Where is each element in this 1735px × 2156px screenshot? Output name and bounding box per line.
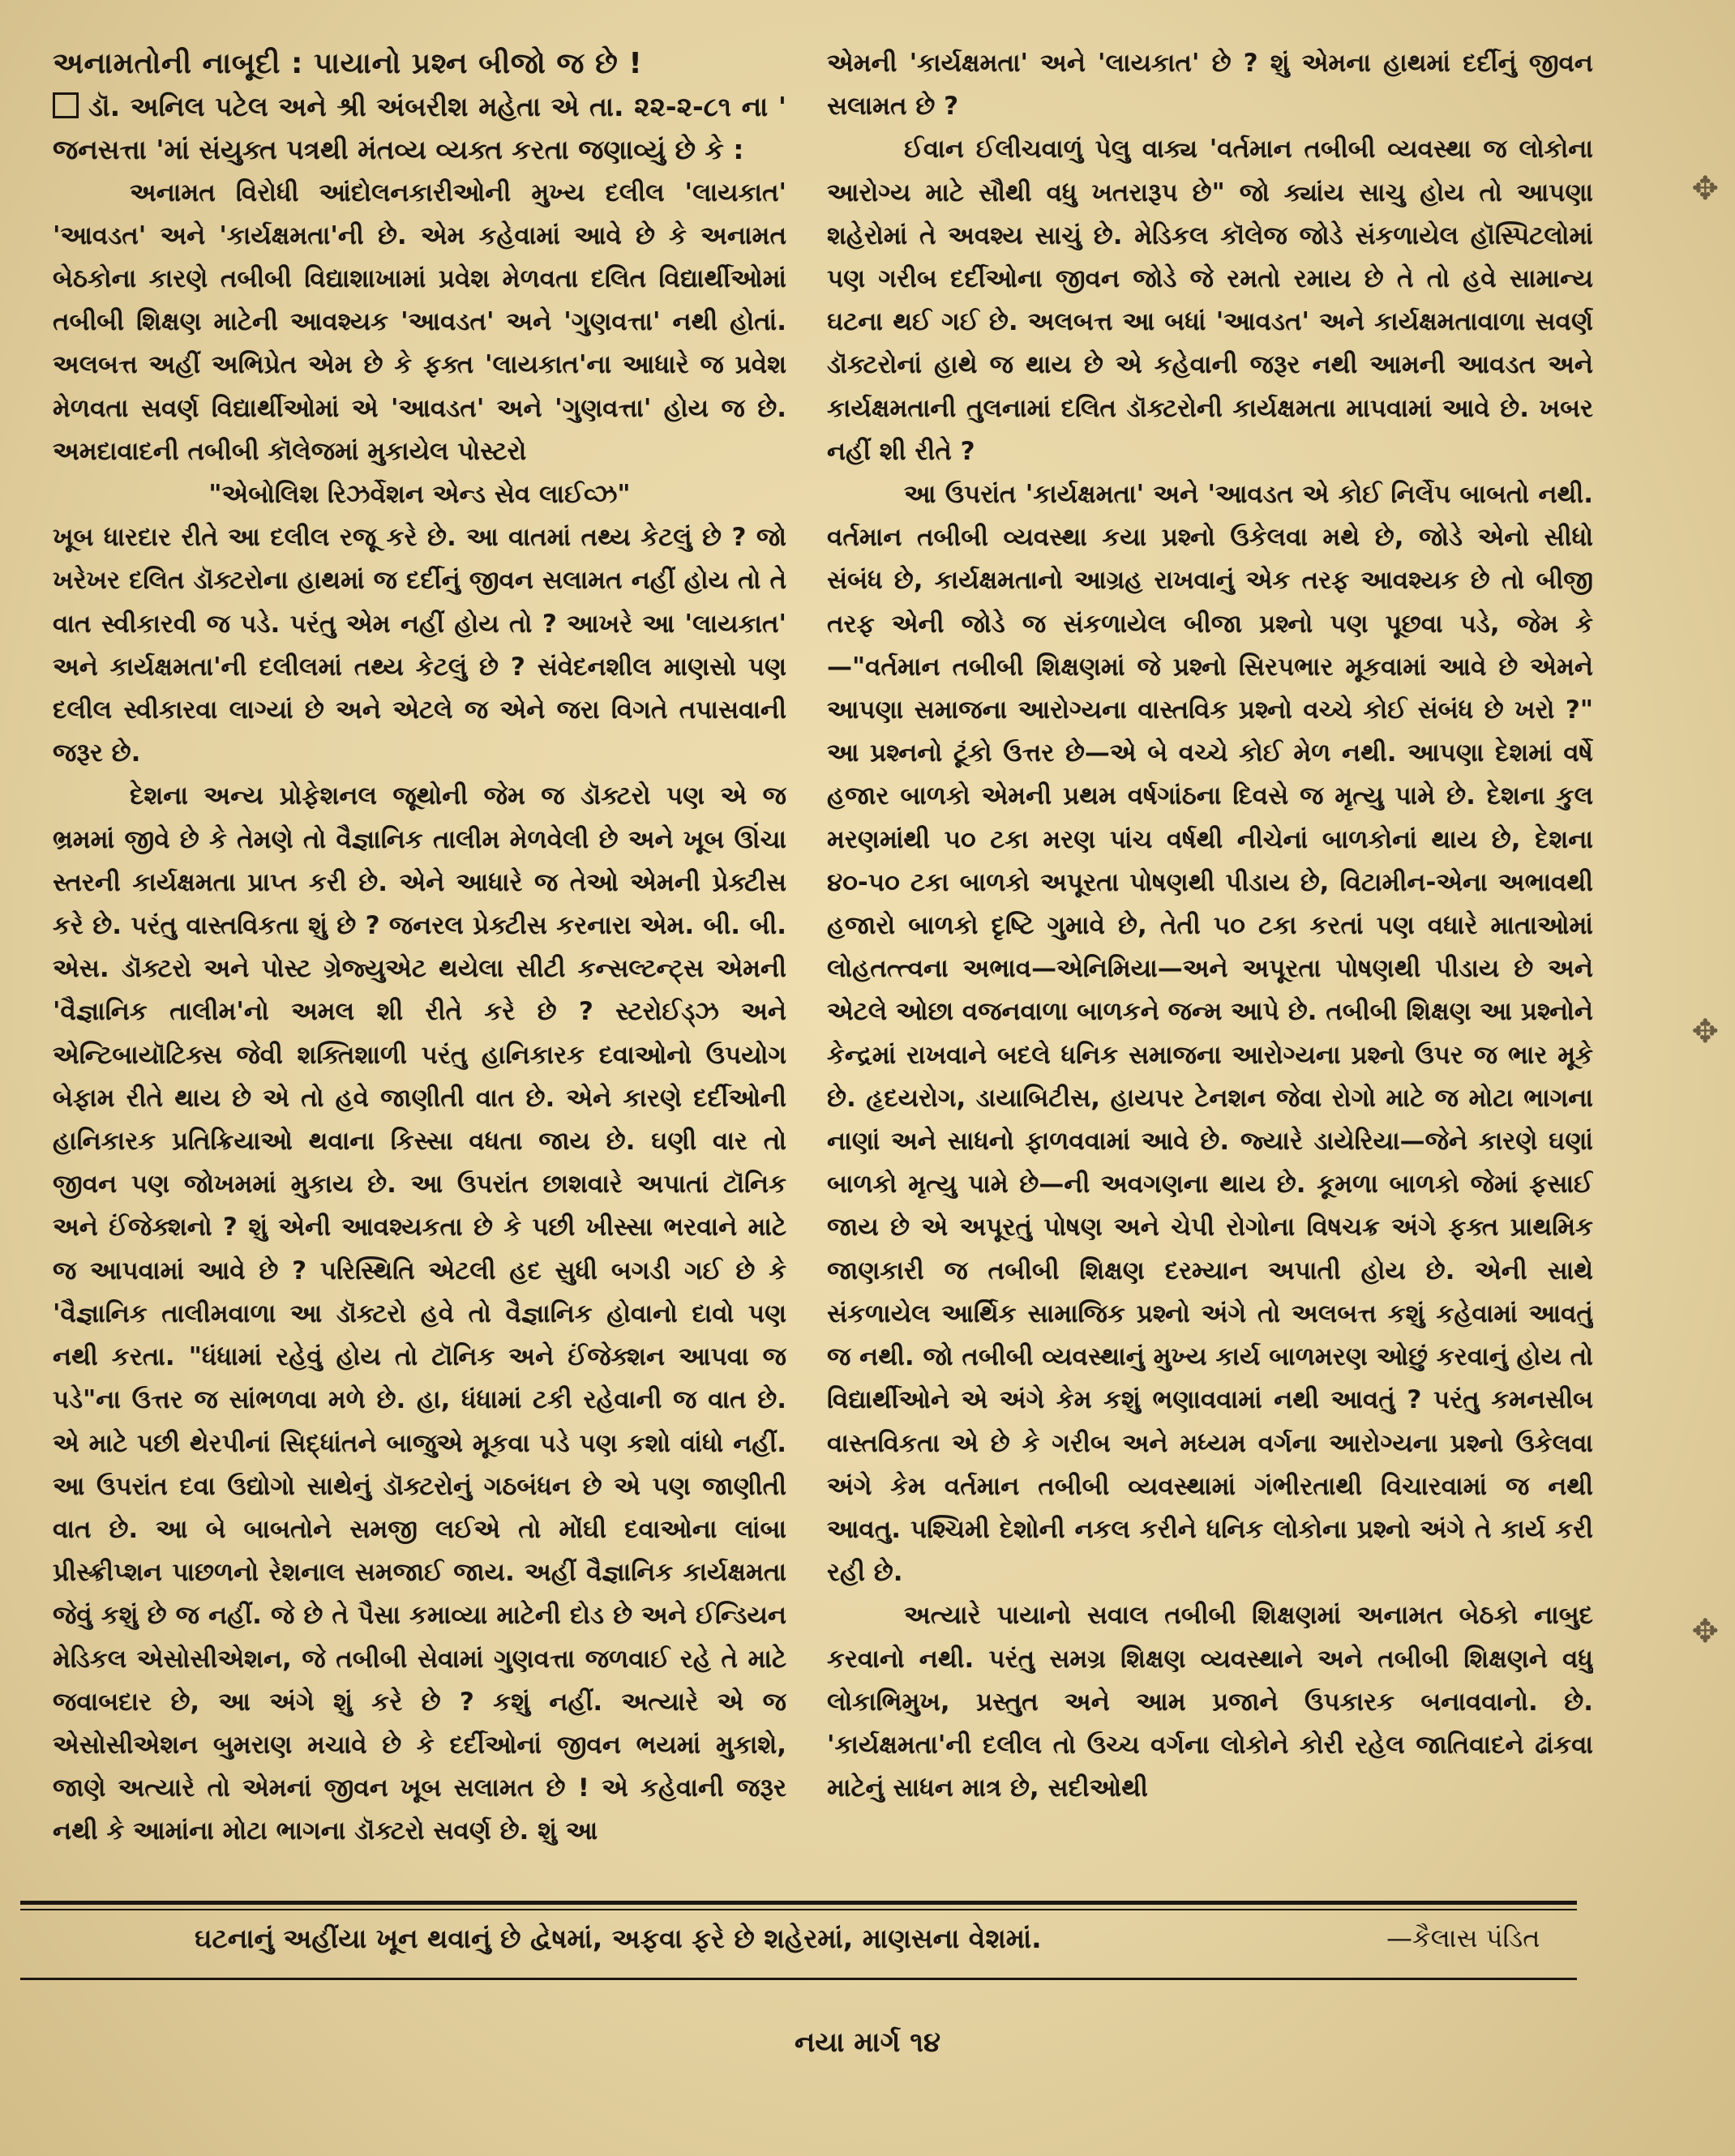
poem-author: —કૈલાસ પંડિત (1386, 1923, 1540, 1953)
left-paragraph-1: અનામત વિરોધી આંદોલનકારીઓની મુખ્ય દલીલ 'લાયકાત' 'આવડત' અને 'કાર્યક્ષમતા'ની છે. એમ કહેવામાં આવે છે કે અનામત બેઠકોના કારણે તબીબી વિદ્યાશાખામાં પ્રવેશ મેળવતા દલિત વિદ્યાર્થીઓમાં તબીબી શિક્ષણ માટેની આવશ્યક 'આવડત' અને 'ગુણવત્તા' નથી હોતાં. અલબત્ત અહીં અભિપ્રેત એમ છે કે ફક્ત 'લાયકાત'ના આધારે જ પ્રવેશ મેળવતા સવર્ણ વિદ્યાર્થીઓમાં એ 'આવડત' અને 'ગુણવત્તા' હોય જ છે. અમદાવાદની તબીબી કૉલેજમાં મુકાયેલ પોસ્ટરો (53, 178, 786, 466)
divider-thick (20, 1901, 1577, 1905)
square-bullet-icon (53, 92, 79, 118)
left-paragraph-2: ખૂબ ધારદાર રીતે આ દલીલ રજૂ કરે છે. આ વાતમાં તથ્ય કેટલું છે ? જો ખરેખર દલિત ડૉક્ટરોના હાથમાં જ દર્દીનું જીવન સલામત નહીં હોય તો તે વાત સ્વીકારવી જ પડે. પરંતુ એમ નહીં હોય તો ? આખરે આ 'લાયકાત' અને કાર્યક્ષમતા'ની દલીલમાં તથ્ય કેટલું છે ? સંવેદનશીલ માણસો પણ દલીલ સ્વીકારવા લાગ્યાં છે અને એટલે જ એને જરા વિગતે તપાસવાની જરૂર છે. (53, 523, 786, 768)
divider-thin (20, 1909, 1577, 1910)
margin-mark-icon: ✥ (1691, 1013, 1719, 1050)
poem-quote: ઘટનાનું અહીંયા ખૂન થવાનું છે દ્વેષમાં, અફવા ફરે છે શહેરમાં, માણસના વેશમાં. (195, 1923, 1042, 1954)
right-paragraph-3: આ ઉપરાંત 'કાર્યક્ષમતા' અને 'આવડત એ કોઈ નિર્લેપ બાબતો નથી. વર્તમાન તબીબી વ્યવસ્થા કયા પ્રશ્નો ઉકેલવા મથે છે, જોડે એનો સીધો સંબંધ છે, કાર્યક્ષમતાનો આગ્રહ રાખવાનું એક તરફ આવશ્યક છે તો બીજી તરફ એની જોડે જ સંકળાયેલ બીજા પ્રશ્નો પણ પૂછવા પડે, જેમ કે—"વર્તમાન તબીબી શિક્ષણમાં જે પ્રશ્નો સિરપભાર મૂકવામાં આવે છે એમને આપણા સમાજના આરોગ્યના વાસ્તવિક પ્રશ્નો વચ્ચે કોઈ સંબંધ છે ખરો ?" આ પ્રશ્નનો ટૂંકો ઉત્તર છે—એ બે વચ્ચે કોઈ મેળ નથી. આપણા દેશમાં વર્ષે હજાર બાળકો એમની પ્રથમ વર્ષગાંઠના દિવસે જ મૃત્યુ પામે છે. દેશના કુલ મરણમાંથી ૫૦ ટકા મરણ પાંચ વર્ષથી નીચેનાં બાળકોનાં થાય છે, દેશના ૪૦-૫૦ ટકા બાળકો અપૂરતા પોષણથી પીડાય છે, વિટામીન-એના અભાવથી હજારો બાળકો દૃષ્ટિ ગુમાવે છે, તેતી ૫૦ ટકા કરતાં પણ વધારે માતાઓમાં લોહતત્ત્વના અભાવ—એનિમિયા—અને અપૂરતા પોષણથી પીડાય છે અને એટલે ઓછા વજનવાળા બાળકને જન્મ આપે છે. તબીબી શિક્ષણ આ પ્રશ્નોને કેન્દ્રમાં રાખવાને બદલે ધનિક સમાજના આરોગ્યના પ્રશ્નો ઉપર જ ભાર મૂકે છે. હૃદયરોગ, ડાયાબિટીસ, હાયપર ટેનશન જેવા રોગો માટે જ મોટા ભાગના નાણાં અને સાધનો ફાળવવામાં આવે છે. જ્યારે ડાયેરિયા—જેને કારણે ઘણાં બાળકો મૃત્યુ પામે છે—ની અવગણના થાય છે. કૂમળા બાળકો જેમાં ફસાઈ જાય છે એ અપૂરતું પોષણ અને ચેપી રોગોના વિષચક્ર અંગે ફક્ત પ્રાથમિક જાણકારી જ તબીબી શિક્ષણ દરમ્યાન અપાતી હોય છે. એની સાથે સંકળાયેલ આર્થિક સામાજિક પ્રશ્નો અંગે તો અલબત્ત કશું કહેવામાં આવતું જ નથી. જો તબીબી વ્યવસ્થાનું મુખ્ય કાર્ય બાળમરણ ઓછું કરવાનું હોય તો વિદ્યાર્થીઓને એ અંગે કેમ કશું ભણાવવામાં નથી આવતું ? પરંતુ કમનસીબ વાસ્તવિકતા એ છે કે ગરીબ અને મધ્યમ વર્ગના આરોગ્યના પ્રશ્નો ઉકેલવા અંગે કેમ વર્તમાન તબીબી વ્યવસ્થામાં ગંભીરતાથી વિચારવામાં જ નથી આવતુ. પશ્ચિમી દેશોની નકલ કરીને ધનિક લોકોના પ્રશ્નો અંગે તે કાર્ય કરી રહી છે. (827, 480, 1593, 1588)
left-column (53, 42, 786, 1882)
margin-mark-icon: ✥ (1691, 170, 1719, 207)
right-paragraph-1: એમની 'કાર્યક્ષમતા' અને 'લાયકાત' છે ? શું એમના હાથમાં દર્દીનું જીવન સલામત છે ? (827, 49, 1593, 122)
article-title: અનામતોની નાબૂદી : પાયાનો પ્રશ્ન બીજો જ છે ! (53, 47, 643, 80)
divider-bottom (20, 1978, 1577, 1980)
right-column (827, 42, 1593, 1882)
byline-text: ડૉ. અનિલ પટેલ અને શ્રી અંબરીશ મહેતા એ તા. ૨૨-૨-૮૧ ના ' જનસત્તા 'માં સંયુક્ત પત્રથી મંતવ્ય વ્યક્ત કરતા જણાવ્યું છે કે : (53, 91, 786, 166)
left-paragraph-3: દેશના અન્ય પ્રોફેશનલ જૂથોની જેમ જ ડૉક્ટરો પણ એ જ ભ્રમમાં જીવે છે કે તેમણે તો વૈજ્ઞાનિક તાલીમ મેળવેલી છે અને ખૂબ ઊંચા સ્તરની કાર્યક્ષમતા પ્રાપ્ત કરી છે. એને આધારે જ તેઓ એમની પ્રેક્ટીસ કરે છે. પરંતુ વાસ્તવિકતા શું છે ? જનરલ પ્રેક્ટીસ કરનારા એમ. બી. બી. એસ. ડૉક્ટરો અને પોસ્ટ ગ્રેજ્યુએટ થયેલા સીટી કન્સલ્ટન્ટ્સ એમની 'વૈજ્ઞાનિક તાલીમ'નો અમલ શી રીતે કરે છે ? સ્ટરોઈડ્ઝ અને એન્ટિબાયૉટિક્સ જેવી શક્તિશાળી પરંતુ હાનિકારક દવાઓનો ઉપયોગ બેફામ રીતે થાય છે એ તો હવે જાણીતી વાત છે. એને કારણે દર્દીઓની હાનિકારક પ્રતિક્રિયાઓ થવાના કિસ્સા વધતા જાય છે. ઘણી વાર તો જીવન પણ જોખમમાં મુકાય છે. આ ઉપરાંત છાશવારે અપાતાં ટૉનિક અને ઈંજેક્શનો ? શું એની આવશ્યકતા છે કે પછી ખીસ્સા ભરવાને માટે જ આપવામાં આવે છે ? પરિસ્થિતિ એટલી હદ સુધી બગડી ગઈ છે કે 'વૈજ્ઞાનિક તાલીમવાળા આ ડૉક્ટરો હવે તો વૈજ્ઞાનિક હોવાનો દાવો પણ નથી કરતા. "ધંધામાં રહેવું હોય તો ટૉનિક અને ઈંજેક્શન આપવા જ પડે"ના ઉત્તર જ સાંભળવા મળે છે. હા, ધંધામાં ટકી રહેવાની જ વાત છે. એ માટે પછી થેરપીનાં સિદ્ધાંતને બાજુએ મૂકવા પડે પણ કશો વાંધો નહીં. આ ઉપરાંત દવા ઉદ્યોગો સાથેનું ડૉક્ટરોનું ગઠબંધન છે એ પણ જાણીતી વાત છે. આ બે બાબતોને સમજી લઈએ તો મોંઘી દવાઓના લાંબા પ્રીસ્ક્રીપ્શન પાછળનો રેશનાલ સમજાઈ જાય. અહીં વૈજ્ઞાનિક કાર્યક્ષમતા જેવું કશું છે જ નહીં. જે છે તે પૈસા કમાવ્યા માટેની દોડ છે અને ઈન્ડિયન મેડિકલ એસોસીએશન, જે તબીબી સેવામાં ગુણવત્તા જળવાઈ રહે તે માટે જવાબદાર છે, આ અંગે શું કરે છે ? કશું નહીં. અત્યારે એ જ એસોસીએશન બુમરાણ મચાવે છે કે દર્દીઓનાં જીવન ભયમાં મુકાશે, જાણે અત્યારે તો એમનાં જીવન ખૂબ સલામત છે ! એ કહેવાની જરૂર નથી કે આમાંના મોટા ભાગના ડૉક્ટરો સવર્ણ છે. શું આ (53, 781, 786, 1846)
right-paragraph-2: ઈવાન ઈલીચવાળું પેલુ વાક્ય 'વર્તમાન તબીબી વ્યવસ્થા જ લોકોના આરોગ્ય માટે સૌથી વધુ ખતરારૂપ છે" જો ક્યાંય સાચુ હોય તો આપણા શહેરોમાં તે અવશ્ય સાચું છે. મેડિકલ કૉલેજ જોડે સંકળાયેલ હૉસ્પિટલોમાં પણ ગરીબ દર્દીઓના જીવન જોડે જે રમતો રમાય છે તે તો હવે સામાન્ય ઘટના થઈ ગઈ છે. અલબત્ત આ બધાં 'આવડત' અને કાર્યક્ષમતાવાળા સવર્ણ ડૉક્ટરોનાં હાથે જ થાય છે એ કહેવાની જરૂર નથી આમની આવડત અને કાર્યક્ષમતાની તુલનામાં દલિત ડૉક્ટરોની કાર્યક્ષમતા માપવામાં આવે છે. ખબર નહીં શી રીતે ? (827, 135, 1593, 466)
margin-mark-icon: ✥ (1691, 1613, 1719, 1650)
right-paragraph-4: અત્યારે પાયાનો સવાલ તબીબી શિક્ષણમાં અનામત બેઠકો નાબુદ કરવાનો નથી. પરંતુ સમગ્ર શિક્ષણ વ્યવસ્થાને અને તબીબી શિક્ષણને વધુ લોકાભિમુખ, પ્રસ્તુત અને આમ પ્રજાને ઉપકારક બનાવવાનો. છે. 'કાર્યક્ષમતા'ની દલીલ તો ઉચ્ચ વર્ગના લોકોને કોરી રહેલ જાતિવાદને ઢાંકવા માટેનું સાધન માત્ર છે, સદીઓથી (827, 1601, 1593, 1803)
poster-slogan: "એબોલિશ રિઝર્વેશન એન્ડ સેવ લાઈવ્ઝ" (208, 480, 631, 510)
page-footer: નયા માર્ગ ૧૪ (794, 2026, 941, 2059)
article-byline (53, 85, 786, 171)
